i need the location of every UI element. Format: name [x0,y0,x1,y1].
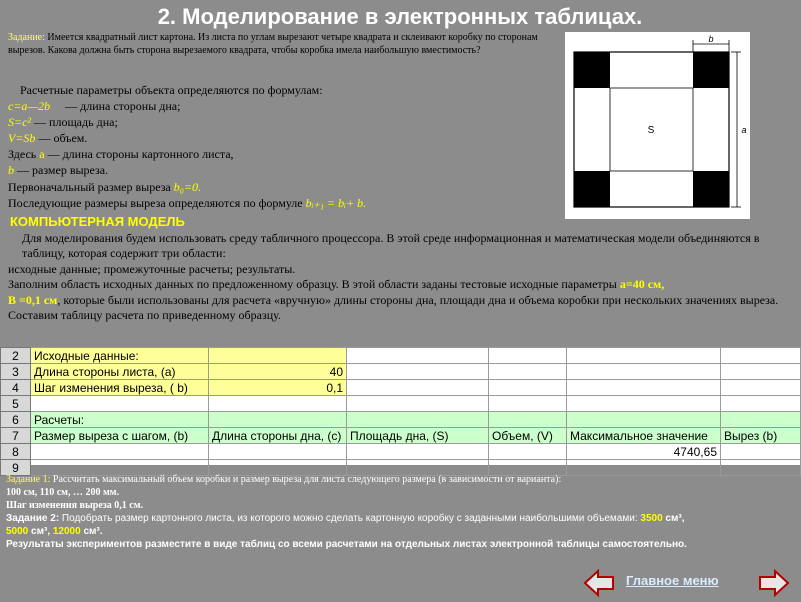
cell-e5[interactable] [567,396,721,412]
cell-e3[interactable] [567,364,721,380]
formula-v: V=Sb [8,131,36,146]
sheet-row-6 [1,412,801,428]
task2-label: Задание 2: [6,513,60,524]
cell-c5[interactable] [347,396,489,412]
row-header[interactable]: 6 [1,412,31,428]
formula-line-1 [8,98,553,114]
row-header[interactable]: 2 [1,348,31,364]
model-p3-pre: Заполним область исходных данных по предложенному образцу. В этой области заданы тестовые исходные параметры [8,277,620,292]
task2-text: Подобрать размер картонного листа, из которого можно сделать картонную коробку с заданными наибольшими объемами: [59,513,641,524]
task-text: Имеется квадратный лист картона. Из листа по углам вырезают четыре квадрата и склеивают коробку по сторонам вырезов. Какова должна быть сторона вырезаемого квадрата, чтобы коробка имела наибольшую вместимость? [8,32,538,56]
main-menu-link[interactable]: Главное меню [626,573,719,588]
cell-d3[interactable] [489,364,567,380]
box-diagram [565,32,750,219]
formula-line-4 [8,146,553,162]
cell-d4[interactable] [489,380,567,396]
task2-v3: 12000 [52,526,81,537]
cell-e2[interactable] [567,348,721,364]
model-heading: КОМПЬЮТЕРНАЯ МОДЕЛЬ [10,214,185,229]
cell-b3[interactable]: 40 [209,364,347,380]
cell-d7[interactable]: Объем, (V) [489,428,567,444]
results-instruction: Результаты экспериментов разместите в виде таблиц со всеми расчетами на отдельных листах электронной таблицы самостоятельно. [6,539,687,550]
cell-f2[interactable] [721,348,801,364]
cell-a8[interactable] [31,444,209,460]
arrow-right-shape [760,571,788,595]
formula-b-desc: — размер выреза. [14,163,109,178]
sheet-row-4 [1,380,801,396]
task2-unit2: см³, [28,526,53,537]
cell-f7[interactable]: Вырез (b) [721,428,801,444]
cell-c8[interactable] [347,444,489,460]
model-p3-a: а=40 см, [619,277,665,292]
forward-arrow-button[interactable] [758,569,790,597]
cell-a5[interactable] [31,396,209,412]
diagram-label-b: b [708,34,714,44]
cell-a2[interactable]: Исходные данные: [31,348,209,364]
formula-a-desc: — длина стороны картонного листа, [44,147,234,162]
cell-c4[interactable] [347,380,489,396]
row-header[interactable]: 5 [1,396,31,412]
task2-line [6,512,791,538]
diagram-label-a: a [741,125,747,135]
slide-title: 2. Моделирование в электронных таблицах. [157,4,643,29]
formula-a-pre: Здесь [8,147,40,162]
task1-values: 100 см, 110 см, … 200 мм. [6,487,120,498]
cell-a6[interactable]: Расчеты: [31,412,209,428]
model-paragraph-4: Составим таблицу расчета по приведенному образцу. [8,308,281,323]
formula-s-desc: — площадь дна; [31,115,118,130]
cardboard-diagram [565,32,750,219]
cell-b5[interactable] [209,396,347,412]
formulas-block [8,82,553,211]
formula-step: bᵢ₊₁ = bᵢ+ b. [305,195,367,210]
cell-e8[interactable]: 4740,65 [567,444,721,460]
spreadsheet-grid [0,347,801,476]
corner-cut-tl [574,52,610,88]
corner-cut-tr [693,52,729,88]
cell-c3[interactable] [347,364,489,380]
task-label: Задание: [8,32,45,43]
formula-b0-pre: Первоначальный размер выреза [8,179,174,194]
cell-b8[interactable] [209,444,347,460]
formula-c: c=a—2b [8,99,51,114]
row-header[interactable]: 8 [1,444,31,460]
formula-line-3 [8,130,553,146]
cell-e7[interactable]: Максимальное значение [567,428,721,444]
diagram-label-s: S [647,125,655,136]
row-header[interactable]: 4 [1,380,31,396]
cell-b6[interactable] [209,412,347,428]
sheet-row-8 [1,444,801,460]
formula-a: a [39,147,45,162]
formula-v-desc: — объем. [35,131,88,146]
model-p3-b: В =0,1 см [8,292,58,307]
model-paragraph-1: Для моделирования будем использовать среду табличного процессора. В этой среде информационная и математическая модели объединяются в таблицу, которая содержит три области: [22,231,760,261]
task-description [8,31,553,57]
cell-a4[interactable]: Шаг изменения выреза, ( b) [31,380,209,396]
formula-line-5 [8,162,553,178]
sheet-row-2 [1,348,801,364]
task2-unit3: см³. [80,526,103,537]
cell-c6[interactable] [347,412,489,428]
task2-v1: 3500 [640,513,663,524]
row-header[interactable]: 3 [1,364,31,380]
row-header[interactable]: 9 [1,460,31,476]
formula-c-desc: — длина стороны дна; [65,99,181,114]
back-arrow-button[interactable] [583,569,615,597]
task1-label: Задание 1: [6,474,51,485]
cell-d2[interactable] [489,348,567,364]
cell-c7[interactable]: Площадь дна, (S) [347,428,489,444]
sheet-row-5 [1,396,801,412]
cell-d8[interactable] [489,444,567,460]
task1-line [6,473,791,486]
task2-unit1: см³, [662,513,685,524]
model-paragraph-3 [8,277,783,308]
task1-text: Рассчитать максимальный объем коробки и размер выреза для листа следующего размера (в зависимости от варианта): [50,474,562,485]
arrow-right-icon [758,569,790,597]
cell-d6[interactable] [489,412,567,428]
cell-f6[interactable] [721,412,801,428]
formula-s: S=c² [8,115,32,130]
cell-c2[interactable] [347,348,489,364]
sheet-row-7 [1,428,801,444]
cell-d5[interactable] [489,396,567,412]
corner-cut-br [693,171,729,207]
cell-e4[interactable] [567,380,721,396]
spreadsheet [0,347,800,475]
corner-cut-bl [574,171,610,207]
arrow-left-icon [583,569,615,597]
formula-b0: b₀=0. [173,179,202,194]
cell-a3[interactable]: Длина стороны листа, (а) [31,364,209,380]
cell-f5[interactable] [721,396,801,412]
model-paragraph-2: исходные данные; промежуточные расчеты; результаты. [8,261,296,276]
task1-step: Шаг изменения выреза 0,1 см. [6,500,144,511]
cell-a7[interactable]: Размер выреза с шагом, (b) [31,428,209,444]
arrow-left-shape [585,571,613,595]
cell-b2[interactable] [209,348,347,364]
formula-b: b [8,163,14,178]
formula-line-2 [8,114,553,130]
row-header[interactable]: 7 [1,428,31,444]
task2-v2: 5000 [6,526,29,537]
cell-f8[interactable] [721,444,801,460]
sheet-row-3 [1,364,801,380]
cell-e6[interactable] [567,412,721,428]
cell-b4[interactable]: 0,1 [209,380,347,396]
formula-line-6 [8,179,553,195]
cell-f4[interactable] [721,380,801,396]
formulas-intro: Расчетные параметры объекта определяются по формулам: [20,83,323,97]
cell-f3[interactable] [721,364,801,380]
model-p3-post: , которые были использованы для расчета «вручную» длины стороны дна, площади дна и объема коробки при нескольких значениях выреза. [57,292,779,307]
formula-line-7 [8,195,553,211]
cell-b7[interactable]: Длина стороны дна, (с) [209,428,347,444]
model-text [8,231,783,323]
assignments-block [6,473,791,551]
formula-step-pre: Последующие размеры выреза определяются по формуле [8,195,306,210]
